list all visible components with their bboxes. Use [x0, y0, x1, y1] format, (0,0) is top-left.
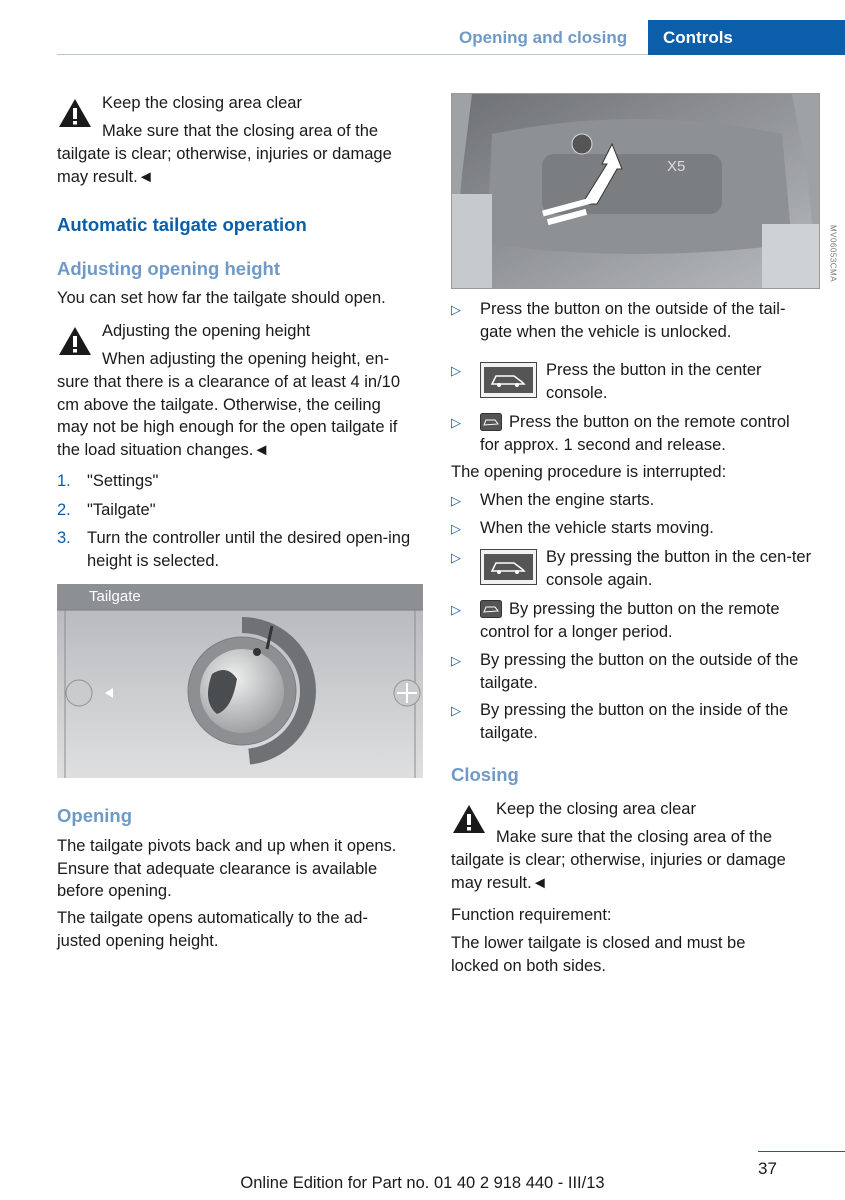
tailgate-button-icon — [480, 362, 537, 398]
triangle-bullet-icon: ▷ — [451, 363, 461, 378]
footer-rule — [758, 1151, 845, 1152]
list-item-text: By pressing the button on the remote control for a longer period. — [480, 600, 780, 641]
list-item-text: Press the button on the outside of the tail-gate when the vehicle is unlocked. — [480, 300, 786, 341]
list-item-text: When the vehicle starts moving. — [480, 519, 714, 537]
triangle-bullet-icon: ▷ — [451, 415, 461, 430]
step — [57, 470, 419, 493]
opening-text: The tailgate pivots back and up when it opens. Ensure that adequate clearance is available before opening. — [57, 837, 397, 900]
warning-title: Adjusting the opening height — [102, 322, 311, 340]
function-requirement-text: The lower tailgate is closed and must be locked on both sides. — [451, 934, 746, 975]
warning-icon — [57, 97, 93, 129]
triangle-bullet-icon: ▷ — [451, 703, 461, 718]
warning-icon — [451, 803, 487, 835]
list-item-text: Press the button on the remote control for approx. 1 second and release. — [480, 413, 790, 454]
heading-automatic-operation: Automatic tailgate operation — [57, 214, 307, 235]
tailgate-button-icon — [480, 549, 537, 585]
step-text: "Tailgate" — [87, 501, 156, 519]
idrive-screen-image — [57, 584, 423, 778]
warning-title: Keep the closing area clear — [102, 94, 302, 112]
function-requirement-label: Function requirement: — [451, 906, 612, 924]
warning-text-line1: Make sure that the closing area of the — [102, 122, 379, 140]
interrupted-intro: The opening procedure is interrupted: — [451, 463, 727, 481]
opening-text: The tailgate opens automatically to the ad-justed opening height. — [57, 909, 368, 950]
step-number: 1. — [57, 472, 71, 490]
warning-icon — [57, 325, 93, 357]
footer-edition: Online Edition for Part no. 01 40 2 918 440 - III/13 — [240, 1174, 605, 1192]
step-text: Turn the controller until the desired open-ing height is selected. — [87, 529, 411, 570]
warning-text-line1: Make sure that the closing area of the — [496, 828, 773, 846]
triangle-bullet-icon: ▷ — [451, 550, 461, 565]
warning-text: sure that there is a clearance of at least 4 in/10 cm above the tailgate. Otherwise, the ceiling may not be high enough for the open tailgate if the load situation changes.◄ — [57, 373, 401, 459]
triangle-bullet-icon: ▷ — [451, 521, 461, 536]
warning-text-line1: When adjusting the opening height, en- — [102, 350, 390, 368]
triangle-bullet-icon: ▷ — [451, 302, 461, 317]
step — [57, 499, 419, 522]
step-number: 2. — [57, 501, 71, 519]
section-title: Opening and closing — [459, 28, 628, 47]
warning-title: Keep the closing area clear — [496, 800, 696, 818]
triangle-bullet-icon: ▷ — [451, 602, 461, 617]
triangle-bullet-icon: ▷ — [451, 653, 461, 668]
list-item-text: Press the button in the center console. — [546, 361, 762, 402]
adjusting-text: You can set how far the tailgate should open. — [57, 289, 386, 307]
list-item-text: By pressing the button in the cen-ter console again. — [546, 548, 812, 589]
car-badge: X5 — [667, 158, 686, 175]
heading-closing: Closing — [451, 764, 519, 785]
photo-id: MV06053CMA — [828, 225, 838, 283]
list-item-text: By pressing the button on the outside of the tailgate. — [480, 651, 799, 692]
tailgate-photo — [451, 93, 820, 289]
step-number: 3. — [57, 529, 71, 547]
warning-text: tailgate is clear; otherwise, injuries or damage may result.◄ — [451, 851, 786, 892]
list-item-text: When the engine starts. — [480, 491, 655, 509]
page-number: 37 — [758, 1159, 777, 1178]
heading-opening: Opening — [57, 805, 133, 826]
screen-title: Tailgate — [89, 588, 141, 605]
heading-adjusting-height: Adjusting opening height — [57, 258, 280, 279]
chapter-tab: Controls — [648, 20, 845, 55]
warning-text: tailgate is clear; otherwise, injuries or damage may result.◄ — [57, 145, 392, 186]
list-item-text: By pressing the button on the inside of the tailgate. — [480, 701, 789, 742]
step-text: "Settings" — [87, 472, 159, 490]
triangle-bullet-icon: ▷ — [451, 493, 461, 508]
